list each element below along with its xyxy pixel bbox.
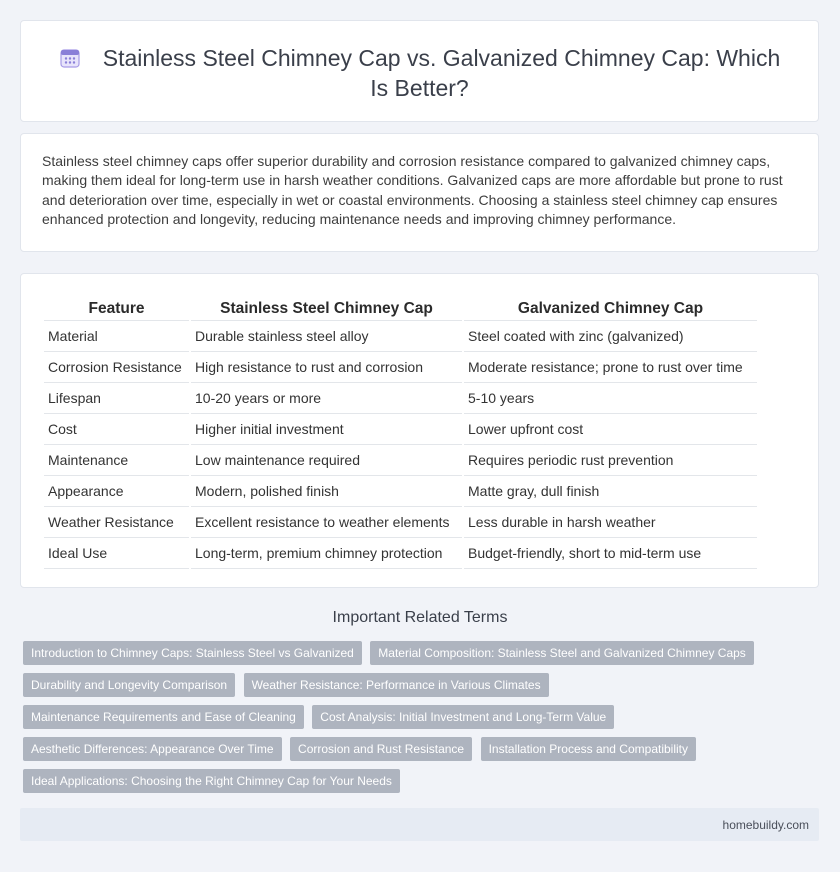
calendar-icon <box>59 47 81 69</box>
related-term-tag[interactable]: Aesthetic Differences: Appearance Over Time <box>23 737 282 761</box>
related-term-tag[interactable]: Durability and Longevity Comparison <box>23 673 235 697</box>
related-terms-list <box>23 641 823 801</box>
related-term-tag[interactable]: Ideal Applications: Choosing the Right Chimney Cap for Your Needs <box>23 769 400 793</box>
table-cell-stainless: Durable stainless steel alloy <box>191 321 462 352</box>
table-cell-feature: Ideal Use <box>44 538 189 569</box>
related-term-tag[interactable]: Introduction to Chimney Caps: Stainless Steel vs Galvanized <box>23 641 362 665</box>
table-cell-stainless: Excellent resistance to weather elements <box>191 507 462 538</box>
table-cell-galvanized: Budget-friendly, short to mid-term use <box>464 538 757 569</box>
table-header-row <box>44 296 757 321</box>
comparison-card <box>20 273 819 588</box>
table-row <box>44 321 757 352</box>
header-stainless: Stainless Steel Chimney Cap <box>191 296 462 321</box>
summary-text: Stainless steel chimney caps offer superior durability and corrosion resistance compared to galvanized chimney caps, making them ideal for long-term use in harsh weather conditions. Galvanized caps are more affordable but prone to rust and deterioration over time, especially in wet or coastal environments. Choosing a stainless steel chimney cap ensures enhanced protection and longevity, reducing maintenance needs and improving chimney performance. <box>42 153 783 227</box>
page-title <box>51 43 788 103</box>
related-term-tag[interactable]: Weather Resistance: Performance in Various Climates <box>244 673 549 697</box>
table-cell-feature: Weather Resistance <box>44 507 189 538</box>
related-terms-heading: Important Related Terms <box>332 609 508 626</box>
table-cell-stainless: Higher initial investment <box>191 414 462 445</box>
table-row <box>44 383 757 414</box>
page-title-text: Stainless Steel Chimney Cap vs. Galvanized Chimney Cap: Which Is Better? <box>102 45 781 101</box>
table-row <box>44 352 757 383</box>
title-card <box>20 20 819 122</box>
table-row <box>44 445 757 476</box>
table-row <box>44 538 757 569</box>
related-term-tag[interactable]: Corrosion and Rust Resistance <box>290 737 472 761</box>
table-cell-feature: Material <box>44 321 189 352</box>
related-term-tag[interactable]: Material Composition: Stainless Steel and Galvanized Chimney Caps <box>370 641 754 665</box>
header-feature: Feature <box>44 296 189 321</box>
table-cell-feature: Cost <box>44 414 189 445</box>
table-cell-galvanized: Moderate resistance; prone to rust over time <box>464 352 757 383</box>
table-cell-galvanized: Matte gray, dull finish <box>464 476 757 507</box>
related-term-tag[interactable]: Maintenance Requirements and Ease of Cleaning <box>23 705 304 729</box>
title-wrap <box>51 43 788 103</box>
table-cell-galvanized: Less durable in harsh weather <box>464 507 757 538</box>
footer <box>20 808 819 841</box>
related-term-tag[interactable]: Installation Process and Compatibility <box>481 737 696 761</box>
footer-site-link[interactable]: homebuildy.com <box>722 818 809 832</box>
related-term-tag[interactable]: Cost Analysis: Initial Investment and Long-Term Value <box>312 705 614 729</box>
table-row <box>44 414 757 445</box>
table-cell-stainless: High resistance to rust and corrosion <box>191 352 462 383</box>
table-cell-feature: Maintenance <box>44 445 189 476</box>
table-cell-stainless: Long-term, premium chimney protection <box>191 538 462 569</box>
table-cell-galvanized: Requires periodic rust prevention <box>464 445 757 476</box>
table-cell-stainless: Low maintenance required <box>191 445 462 476</box>
summary-card <box>20 133 819 252</box>
table-row <box>44 476 757 507</box>
table-cell-galvanized: Lower upfront cost <box>464 414 757 445</box>
table-cell-feature: Appearance <box>44 476 189 507</box>
table-cell-stainless: 10-20 years or more <box>191 383 462 414</box>
table-row <box>44 507 757 538</box>
header-galvanized: Galvanized Chimney Cap <box>464 296 757 321</box>
table-cell-galvanized: 5-10 years <box>464 383 757 414</box>
table-cell-feature: Corrosion Resistance <box>44 352 189 383</box>
table-cell-feature: Lifespan <box>44 383 189 414</box>
comparison-table <box>42 296 759 569</box>
table-cell-stainless: Modern, polished finish <box>191 476 462 507</box>
table-cell-galvanized: Steel coated with zinc (galvanized) <box>464 321 757 352</box>
